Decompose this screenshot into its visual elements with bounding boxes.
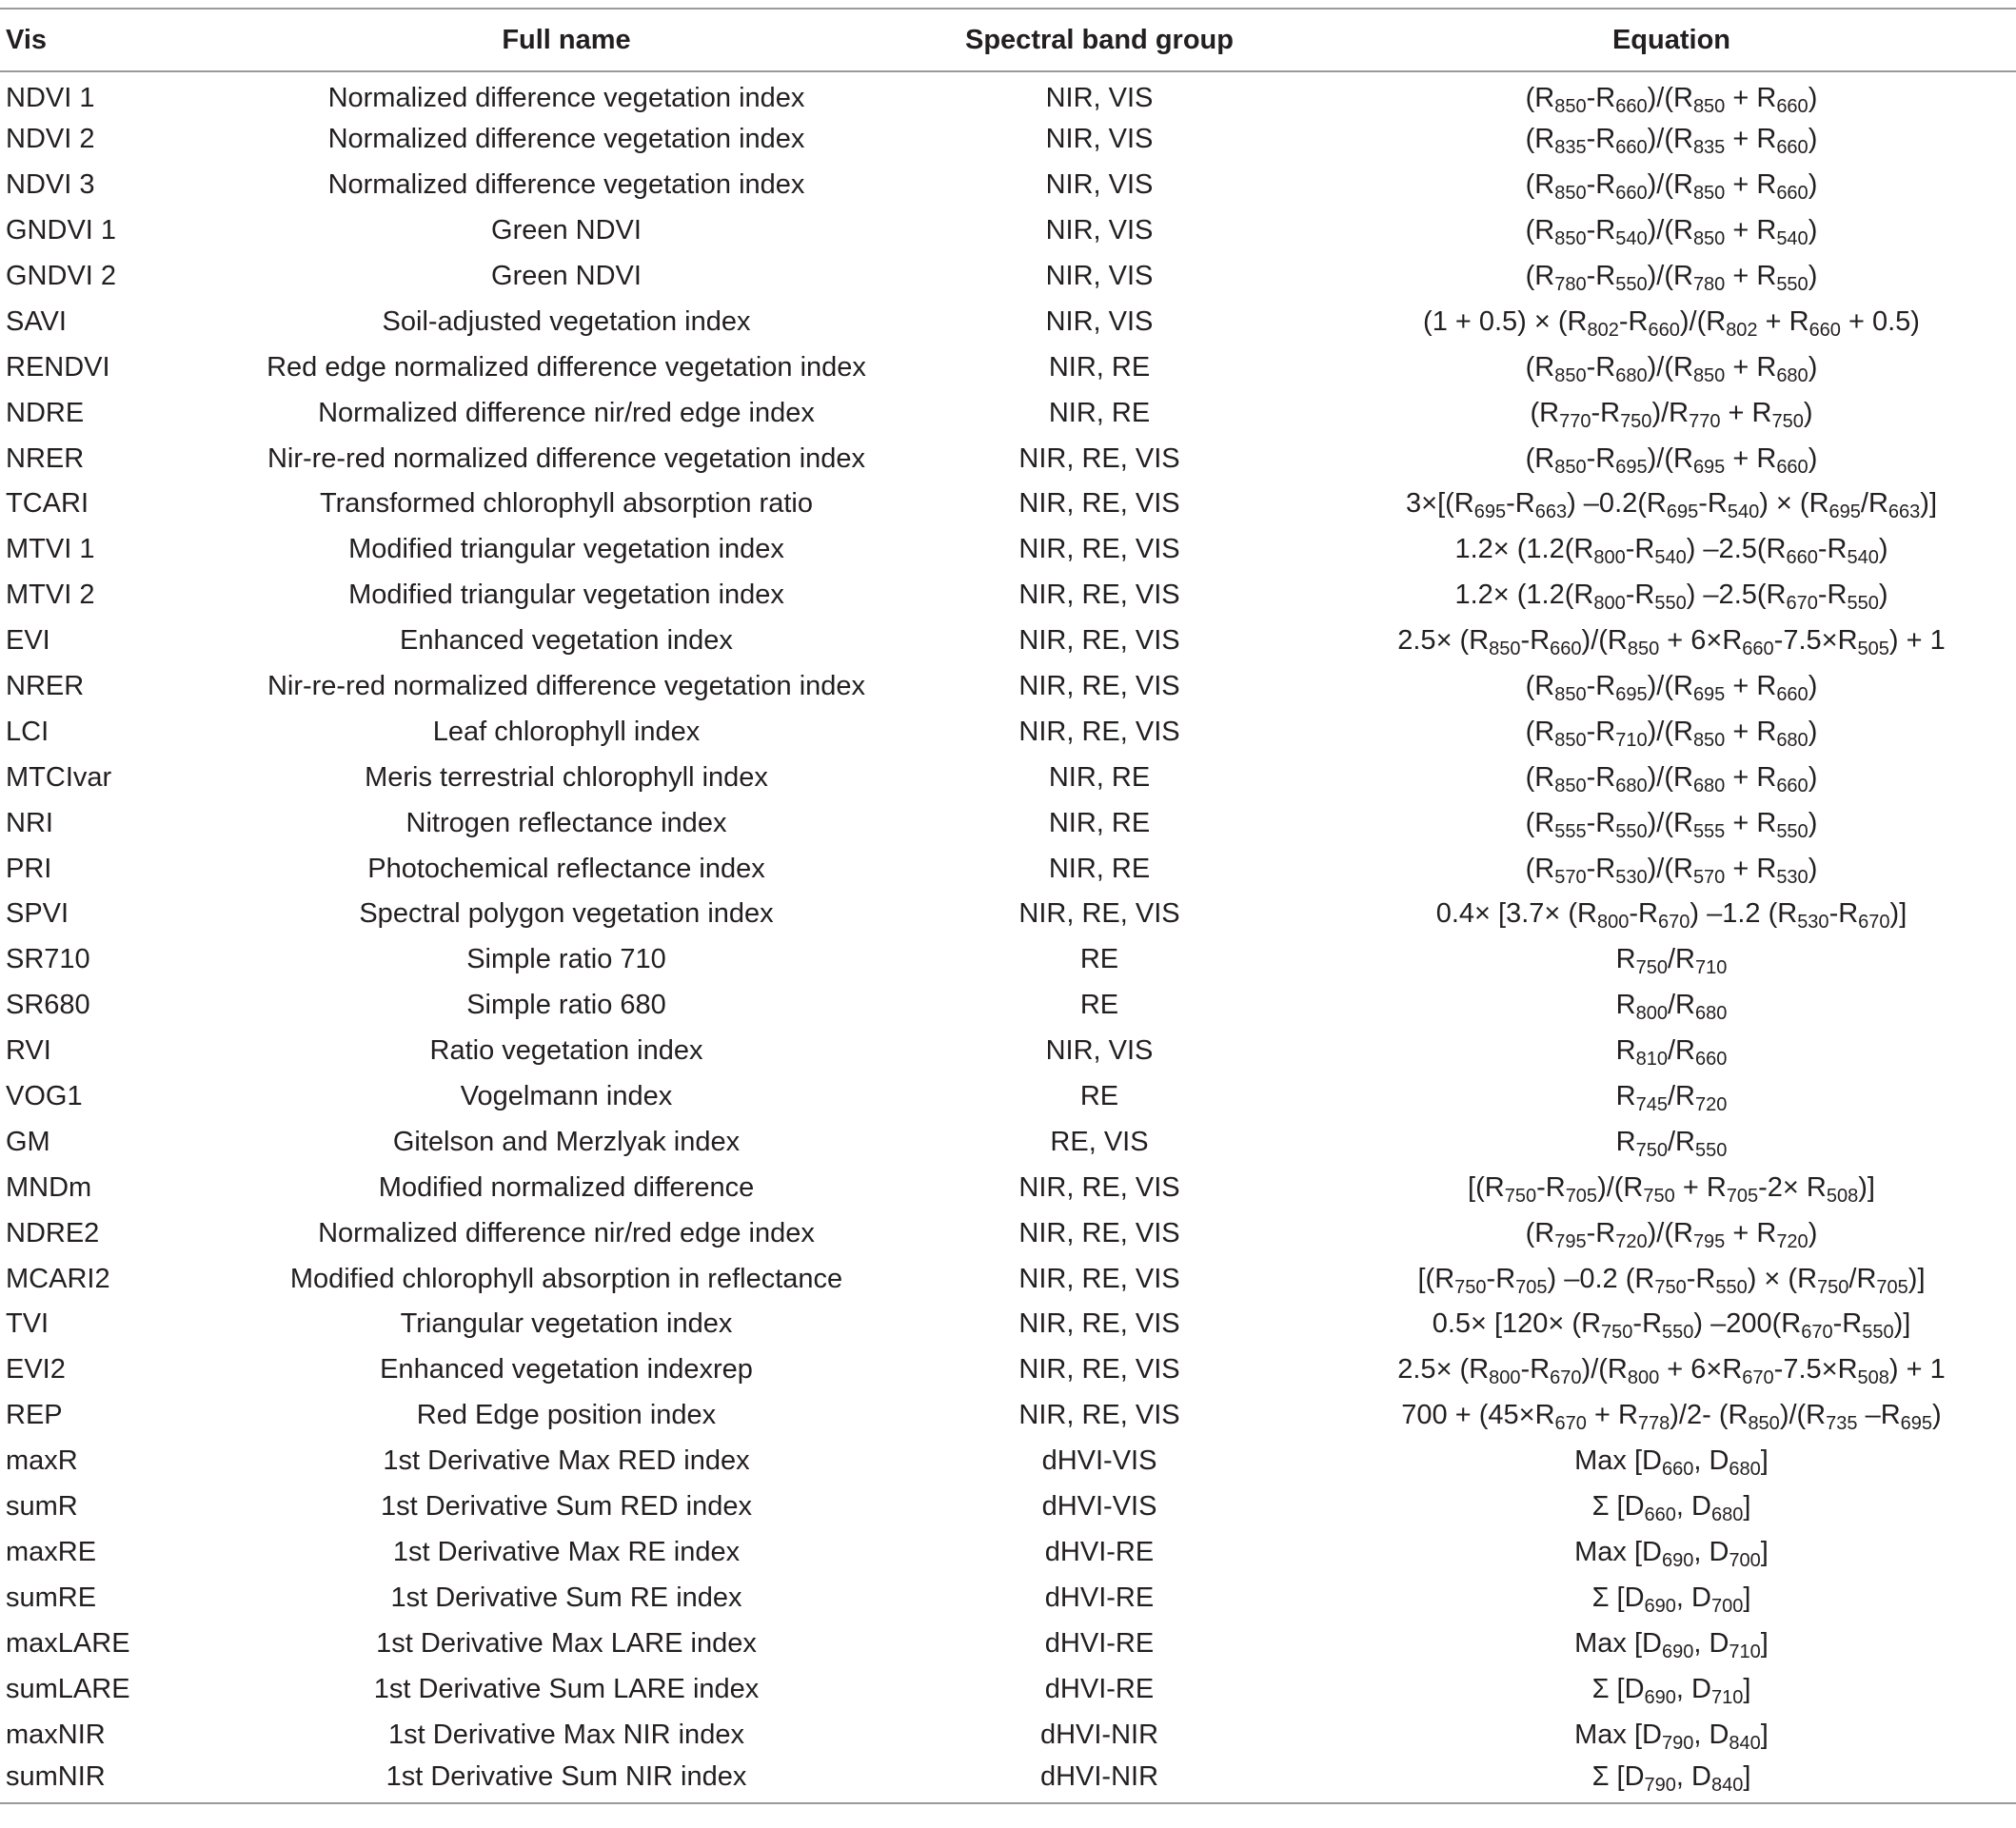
cell-full-name: Normalized difference vegetation index <box>327 169 805 201</box>
table-row <box>0 1074 2016 1120</box>
cell-equation: $(R_{780}-R_{550})/(R_{780} + R_{550})$ <box>1525 261 1818 295</box>
cell-vis: NDVI 2 <box>6 124 95 155</box>
cell-vis: sumLARE <box>6 1673 130 1704</box>
cell-equation: $R_{800}/R_{680}$ <box>1615 990 1728 1025</box>
cell-full-name: Enhanced vegetation indexrep <box>380 1354 753 1386</box>
cell-full-name: 1st Derivative Sum RED index <box>380 1491 753 1523</box>
cell-equation: $(R_{850}-R_{695})/(R_{695} + R_{660})$ <box>1525 671 1818 706</box>
cell-equation: $(R_{850}-R_{710})/(R_{850} + R_{680})$ <box>1525 716 1818 751</box>
table-row <box>0 163 2016 208</box>
table-row <box>0 1165 2016 1210</box>
cell-full-name: Modified normalized difference <box>378 1171 755 1203</box>
table-row <box>0 573 2016 619</box>
table-row <box>0 71 2016 117</box>
cell-band-group: NIR, RE, VIS <box>1018 1217 1180 1248</box>
cell-full-name: Modified chlorophyll absorption in reflectance <box>289 1263 843 1294</box>
cell-vis: NRER <box>6 442 85 474</box>
table-row <box>0 482 2016 527</box>
header-full-name: Full name <box>247 9 885 71</box>
cell-band-group: RE <box>1079 1081 1119 1112</box>
table-row <box>0 755 2016 800</box>
cell-full-name: Modified triangular vegetation index <box>348 580 784 611</box>
cell-equation: Max [$D_{660}$, $D_{680}$] <box>1574 1445 1769 1481</box>
table-row <box>0 1530 2016 1576</box>
cell-equation: Σ [$D_{660}$, $D_{680}$] <box>1591 1491 1751 1526</box>
cell-band-group: NIR, RE, VIS <box>1018 671 1180 702</box>
cell-vis: SAVI <box>6 305 67 337</box>
header-equation: Equation <box>1314 9 2016 71</box>
table-row <box>0 299 2016 344</box>
table-row <box>0 892 2016 937</box>
cell-full-name: Transformed chlorophyll absorption ratio <box>320 488 813 520</box>
cell-band-group: NIR, RE <box>1048 351 1151 383</box>
cell-vis: GNDVI 1 <box>6 215 117 246</box>
cell-equation: Σ [$D_{690}$, $D_{710}$] <box>1591 1673 1751 1708</box>
cell-full-name: Normalized difference vegetation index <box>327 124 805 155</box>
cell-band-group: dHVI-NIR <box>885 1758 1314 1803</box>
cell-full-name: 1st Derivative Sum NIR index <box>247 1758 885 1803</box>
cell-equation: $(R_{850}-R_{680})/(R_{850} + R_{680})$ <box>1525 351 1818 386</box>
cell-vis: NRER <box>6 671 85 702</box>
cell-equation: $R_{810}/R_{660}$ <box>1615 1035 1728 1071</box>
cell-full-name: Simple ratio 710 <box>466 944 666 975</box>
cell-vis: MTVI 2 <box>6 580 95 611</box>
table-row <box>0 1210 2016 1256</box>
cell-band-group: NIR, VIS <box>1045 169 1154 201</box>
table-row <box>0 1575 2016 1621</box>
cell-band-group: RE, VIS <box>1050 1126 1149 1157</box>
cell-equation: $(R_{570}-R_{530})/(R_{570} + R_{530})$ <box>1525 853 1818 888</box>
table-row <box>0 1347 2016 1393</box>
cell-vis: PRI <box>6 853 52 884</box>
cell-band-group: NIR, RE, VIS <box>1018 625 1180 657</box>
table-row <box>0 1439 2016 1484</box>
cell-full-name: Meris terrestrial chlorophyll index <box>365 761 768 793</box>
header-vis: Vis <box>0 9 247 71</box>
cell-full-name: Nitrogen reflectance index <box>405 807 727 838</box>
cell-equation: $(R_{555}-R_{550})/(R_{555} + R_{550})$ <box>1525 807 1818 842</box>
cell-band-group: NIR, RE, VIS <box>1018 442 1180 474</box>
cell-band-group: RE <box>1079 990 1119 1021</box>
cell-equation: $(R_{850}-R_{660})/(R_{850} + R_{660})$ <box>1525 82 1818 117</box>
cell-band-group: NIR, RE, VIS <box>1018 534 1180 565</box>
cell-vis: GM <box>6 1126 50 1157</box>
table-row <box>0 846 2016 892</box>
cell-full-name: Simple ratio 680 <box>466 990 666 1021</box>
cell-vis: MTVI 1 <box>6 534 95 565</box>
cell-equation: $(R_{850}-R_{540})/(R_{850} + R_{540})$ <box>1525 215 1818 250</box>
cell-band-group: dHVI-RE <box>1044 1582 1155 1613</box>
cell-equation: $(R_{850}-R_{660})/(R_{850} + R_{660})$ <box>1525 169 1818 205</box>
table-row <box>0 983 2016 1029</box>
cell-full-name: Triangular vegetation index <box>400 1308 733 1340</box>
table-row <box>0 709 2016 755</box>
cell-equation: $1.2\times (1.2(R_{800}-R_{550})$ $-2.5(R_{670}-R_{550})$ <box>1454 580 1888 615</box>
cell-equation: $(R_{795}-R_{720})/(R_{795} + R_{720})$ <box>1525 1217 1818 1252</box>
table-row <box>0 1393 2016 1439</box>
cell-full-name: Normalized difference nir/red edge index <box>318 397 815 428</box>
cell-vis: EVI <box>6 625 50 657</box>
table-row <box>0 1666 2016 1712</box>
cell-band-group: NIR, RE <box>1048 853 1151 884</box>
cell-full-name: Nir-re-red normalized difference vegetation index <box>267 442 866 474</box>
cell-full-name: Vogelmann index <box>460 1081 673 1112</box>
cell-equation: $R_{745}/R_{720}$ <box>1615 1081 1728 1116</box>
cell-equation: $3\times[(R_{695}-R_{663}) -0.2(R_{695}-R_{540}) \times (R_{695}/R_{663})]$ <box>1406 488 1937 523</box>
table-row <box>0 800 2016 846</box>
cell-equation: $(R_{835}-R_{660})/(R_{835} + R_{660})$ <box>1525 124 1818 159</box>
cell-vis: EVI2 <box>6 1354 66 1386</box>
table-row <box>0 344 2016 390</box>
cell-vis: MCARI2 <box>6 1263 110 1294</box>
cell-vis: maxNIR <box>6 1719 106 1750</box>
table-header <box>0 9 2016 71</box>
cell-equation: $1.2\times (1.2(R_{800}-R_{540})$ $-2.5(R_{660}-R_{540})$ <box>1454 534 1888 569</box>
cell-band-group: NIR, RE, VIS <box>1018 1308 1180 1340</box>
table-row <box>0 619 2016 664</box>
cell-full-name: 1st Derivative Max LARE index <box>376 1627 757 1659</box>
cell-vis: SR680 <box>6 990 90 1021</box>
cell-band-group: NIR, RE, VIS <box>1018 488 1180 520</box>
cell-equation: [$(R_{750}-R_{705})$ –0.2 $(R_{750}-R_{550}) \times (R_{750}/R_{705})$] <box>1417 1263 1926 1298</box>
cell-vis: LCI <box>6 716 49 747</box>
table-row <box>0 937 2016 983</box>
cell-full-name: Normalized difference vegetation index <box>327 82 805 113</box>
table-row <box>0 527 2016 573</box>
cell-band-group: NIR, RE, VIS <box>1018 1171 1180 1203</box>
cell-vis: RENDVI <box>6 351 110 383</box>
cell-vis: GNDVI 2 <box>6 261 117 291</box>
cell-band-group: NIR, RE, VIS <box>1018 580 1180 611</box>
cell-vis: TVI <box>6 1308 49 1340</box>
cell-band-group: NIR, RE, VIS <box>1018 1400 1180 1431</box>
cell-full-name: Photochemical reflectance index <box>367 853 765 884</box>
cell-band-group: NIR, VIS <box>1045 261 1154 291</box>
cell-vis: SPVI <box>6 898 69 930</box>
cell-vis: sumNIR <box>0 1758 247 1803</box>
cell-equation: $0.5\times [120\times (R_{750}-R_{550})$ $-200(R_{670}-R_{550})$] <box>1432 1308 1911 1344</box>
cell-vis: RVI <box>6 1035 51 1067</box>
cell-vis: maxR <box>6 1445 78 1477</box>
table-row <box>0 436 2016 482</box>
cell-band-group: dHVI-VIS <box>1041 1491 1157 1523</box>
table-row <box>0 208 2016 254</box>
header-band-group: Spectral band group <box>885 9 1314 71</box>
cell-vis: VOG1 <box>6 1081 83 1112</box>
cell-vis: SR710 <box>6 944 90 975</box>
cell-full-name: Leaf chlorophyll index <box>432 716 701 747</box>
cell-full-name: Enhanced vegetation index <box>400 625 733 657</box>
cell-full-name: Normalized difference nir/red edge index <box>318 1217 815 1248</box>
cell-full-name: Red Edge position index <box>416 1400 717 1431</box>
cell-full-name: 1st Derivative Max RE index <box>392 1536 741 1567</box>
table-row <box>0 390 2016 436</box>
cell-equation: $R_{750}/R_{710}$ <box>1615 944 1728 979</box>
cell-full-name: Nir-re-red normalized difference vegetation index <box>267 671 866 702</box>
header-row <box>0 9 2016 71</box>
cell-vis: maxLARE <box>6 1627 130 1659</box>
cell-full-name: Gitelson and Merzlyak index <box>392 1126 741 1157</box>
cell-band-group: NIR, VIS <box>1045 215 1154 246</box>
cell-band-group: NIR, RE <box>1048 807 1151 838</box>
cell-band-group: NIR, VIS <box>1045 82 1154 113</box>
cell-vis: TCARI <box>6 488 89 520</box>
cell-equation: $2.5\times (R_{850}-R_{660})/(R_{850} + 6\times R_{660}-7.5\times R_{505}) + 1$ <box>1397 625 1946 660</box>
cell-full-name: Green NDVI <box>491 261 642 291</box>
cell-band-group: NIR, RE, VIS <box>1018 716 1180 747</box>
table-row <box>0 1119 2016 1165</box>
cell-band-group: NIR, VIS <box>1045 1035 1154 1067</box>
cell-vis: NDRE2 <box>6 1217 100 1248</box>
cell-vis: NDVI 1 <box>6 82 95 113</box>
table-row <box>0 1758 2016 1803</box>
table-row <box>0 1484 2016 1530</box>
cell-band-group: NIR, RE, VIS <box>1018 1354 1180 1386</box>
cell-equation: $(R_{850}-R_{695})/(R_{695} + R_{660})$ <box>1525 442 1818 478</box>
cell-vis: maxRE <box>6 1536 97 1567</box>
cell-full-name: Modified triangular vegetation index <box>348 534 784 565</box>
cell-equation: Max [$D_{690}$, $D_{710}$] <box>1574 1627 1769 1662</box>
cell-equation: $R_{750}/R_{550}$ <box>1615 1126 1728 1161</box>
table-row <box>0 254 2016 300</box>
table-row <box>0 1302 2016 1347</box>
cell-vis: MTCIvar <box>6 761 112 793</box>
table-row <box>0 664 2016 710</box>
cell-band-group: NIR, RE, VIS <box>1018 1263 1180 1294</box>
cell-band-group: dHVI-RE <box>1044 1536 1155 1567</box>
table-row <box>0 1029 2016 1074</box>
cell-vis: REP <box>6 1400 63 1431</box>
table-row <box>0 117 2016 163</box>
cell-equation: Σ [$D_{690}$, $D_{700}$] <box>1591 1582 1751 1617</box>
cell-equation: $(1 + 0.5) \times (R_{802}-R_{660})/(R_{802} + R_{660} + 0.5)$ <box>1423 305 1920 341</box>
vegetation-index-table <box>0 8 2016 1804</box>
cell-band-group: NIR, RE <box>1048 397 1151 428</box>
cell-vis: sumRE <box>6 1582 97 1613</box>
cell-band-group: RE <box>1079 944 1119 975</box>
cell-band-group: dHVI-RE <box>1044 1627 1155 1659</box>
cell-band-group: dHVI-RE <box>1044 1673 1155 1704</box>
table-row <box>0 1256 2016 1302</box>
cell-full-name: Spectral polygon vegetation index <box>359 898 774 930</box>
cell-vis: MNDm <box>6 1171 92 1203</box>
cell-equation: Max [$D_{790}$, $D_{840}$] <box>1574 1719 1769 1754</box>
cell-equation: $0.4\times [3.7\times (R_{800}-R_{670})$ –1.2 $(R_{530}-R_{670})$] <box>1435 898 1907 934</box>
cell-equation: $700 + (45\times R_{670} + R_{778})/2-$ $(R_{850})/(R_{735}$ $-R_{695}$) <box>1401 1400 1942 1435</box>
cell-band-group: NIR, VIS <box>1045 124 1154 155</box>
table-row <box>0 1712 2016 1758</box>
cell-equation: Σ [$D_{790}$, $D_{840}$] <box>1314 1758 2016 1803</box>
cell-vis: NDRE <box>6 397 85 428</box>
cell-full-name: 1st Derivative Sum LARE index <box>373 1673 760 1704</box>
cell-full-name: Green NDVI <box>491 215 642 246</box>
cell-full-name: Red edge normalized difference vegetation index <box>267 351 866 383</box>
cell-full-name: 1st Derivative Max RED index <box>383 1445 750 1477</box>
cell-full-name: Ratio vegetation index <box>429 1035 703 1067</box>
cell-equation: $(R_{850}-R_{680})/(R_{680} + R_{660})$ <box>1525 761 1818 796</box>
table-row <box>0 1621 2016 1666</box>
cell-vis: NRI <box>6 807 53 838</box>
cell-band-group: dHVI-VIS <box>1041 1445 1157 1477</box>
table-body <box>0 71 2016 1803</box>
cell-band-group: NIR, RE <box>1048 761 1151 793</box>
cell-vis: sumR <box>6 1491 78 1523</box>
cell-equation: $2.5\times (R_{800}-R_{670})/(R_{800} + 6\times R_{670}-7.5\times R_{508}) + 1$ <box>1397 1354 1946 1389</box>
cell-band-group: NIR, RE, VIS <box>1018 898 1180 930</box>
cell-equation: $(R_{770}-R_{750})/R_{770} + R_{750}$) <box>1530 397 1813 432</box>
cell-full-name: 1st Derivative Max NIR index <box>388 1719 744 1750</box>
cell-equation: Max [$D_{690}$, $D_{700}$] <box>1574 1536 1769 1571</box>
cell-equation: $[(R_{750}-R_{705})/(R_{750} + R_{705}-2\times R_{508})]$ <box>1468 1171 1875 1207</box>
cell-band-group: dHVI-NIR <box>1039 1719 1159 1750</box>
cell-full-name: Soil-adjusted vegetation index <box>382 305 751 337</box>
cell-band-group: NIR, VIS <box>1045 305 1154 337</box>
cell-vis: NDVI 3 <box>6 169 95 201</box>
cell-full-name: 1st Derivative Sum RE index <box>390 1582 742 1613</box>
